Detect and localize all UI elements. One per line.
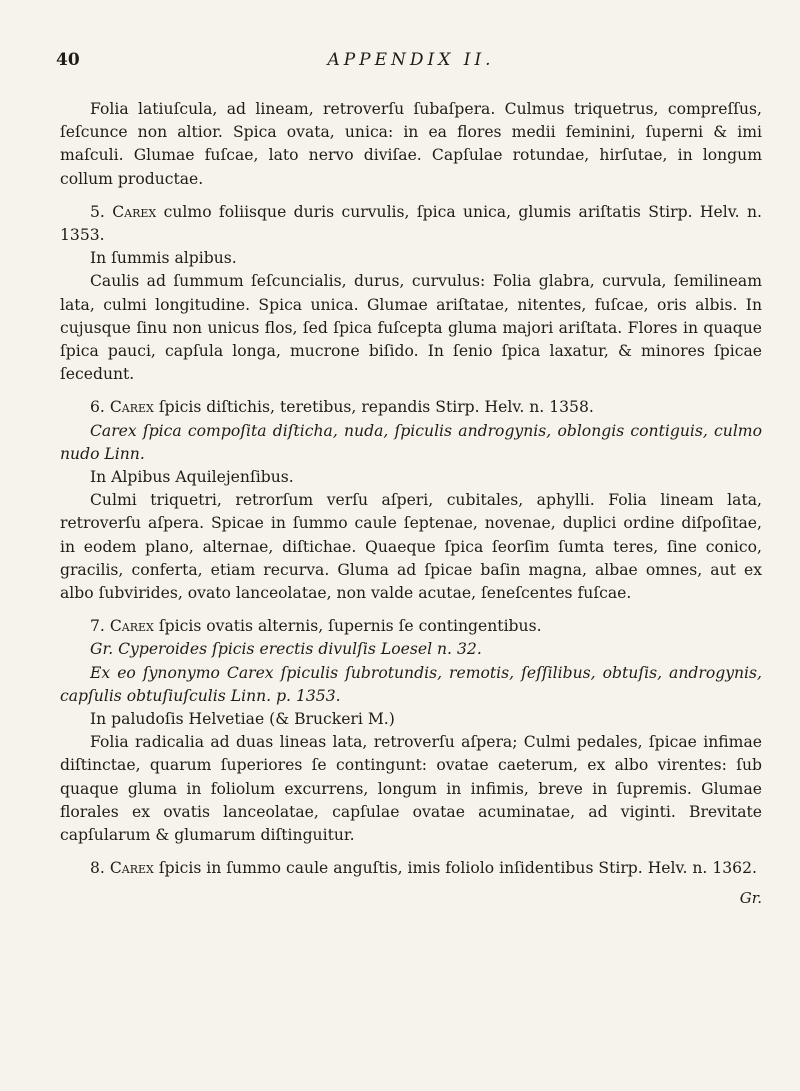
entry-synonym: Carex ſpica compoſita diſticha, nuda, ſpiculis androgynis, oblongis contiguis, culmo nudo Linn. bbox=[60, 421, 762, 463]
entry-number: 8. bbox=[90, 859, 105, 878]
entry-description: Folia radicalia ad duas lineas lata, retroverſu aſpera; Culmi pedales, ſpicae infimae diſtinctae, quarum ſuperiores ſe contingunt: ovatae caeterum, ex albo virentes: ſub quaque gluma in foliolum excurrens, longum in infimis, breve in ſupremis. Glumae florales ex ovatis lanceolatae, capſulae ovatae acuminatae, ad viginti. Brevitate capſularum & glumarum diſtinguitur. bbox=[60, 733, 762, 845]
entry-heading bbox=[60, 615, 762, 638]
entry-locality: In paludoſis Helvetiae (& Bruckeri M.) bbox=[90, 710, 395, 729]
species-entry-8 bbox=[60, 857, 762, 880]
page-number: 40 bbox=[56, 50, 80, 70]
entry-diagnosis: culmo foliisque duris curvulis, ſpica unica, glumis ariſtatis Stirp. Helv. n. 1353. bbox=[60, 202, 762, 245]
entry-diagnosis: ſpicis ovatis alternis, ſupernis ſe contingentibus. bbox=[158, 617, 542, 636]
entry-heading bbox=[60, 396, 762, 419]
entry-heading bbox=[60, 857, 762, 880]
entry-locality: In ſummis alpibus. bbox=[90, 249, 237, 268]
entry-diagnosis: ſpicis diſtichis, teretibus, repandis Stirp. Helv. n. 1358. bbox=[158, 398, 594, 417]
catchword: Gr. bbox=[739, 888, 762, 907]
text-body bbox=[60, 98, 762, 910]
entry-description: Culmi triquetri, retrorſum verſu aſperi, cubitales, aphylli. Folia lineam lata, retroverſu aſpera. Spicae in ſummo caule ſeptenae, novenae, duplici ordine diſpoſitae, in eodem plano, alternae, diſtichae. Quaeque ſpica ſeorſim ſumta teres, ſine conico, gracilis, conferta, etiam recurva. Gluma ad ſpicae baſin magna, albae omnes, aut ex albo ſubvirides, ovato lanceolatae, non valde acutae, ſeneſcentes fuſcae. bbox=[60, 491, 762, 603]
species-entry-7 bbox=[60, 615, 762, 847]
entry-genus: Carex bbox=[109, 617, 154, 636]
entry-genus: Carex bbox=[112, 202, 157, 221]
page-header bbox=[56, 50, 762, 88]
entry-synonym: Gr. Cyperoides ſpicis erectis divulſis Loesel n. 32. bbox=[90, 640, 482, 659]
entry-heading bbox=[60, 201, 762, 247]
entry-number: 6. bbox=[90, 398, 105, 417]
species-entry-5 bbox=[60, 201, 762, 387]
entry-diagnosis: ſpicis in ſummo caule anguſtis, imis foliolo inſidentibus Stirp. Helv. n. 1362. bbox=[158, 859, 757, 878]
entry-synonym: Ex eo ſynonymo Carex ſpiculis ſubrotundis, remotis, ſeſſilibus, obtuſis, androgynis, capſulis obtuſiuſculis Linn. p. 1353. bbox=[60, 663, 762, 705]
entry-number: 5. bbox=[90, 202, 105, 221]
entry-number: 7. bbox=[90, 617, 105, 636]
entry-locality: In Alpibus Aquilejenſibus. bbox=[90, 468, 294, 487]
entry-genus: Carex bbox=[109, 859, 154, 878]
species-entry-6 bbox=[60, 396, 762, 605]
intro-paragraph: Folia latiuſcula, ad lineam, retroverſu ſubaſpera. Culmus triquetrus, compreſſus, ſeſcunce non altior. Spica ovata, unica: in ea flores medii feminini, ſuperni & imi maſculi. Glumae fuſcae, lato nervo diviſae. Capſulae rotundae, hirſutae, in longum collum productae. bbox=[60, 100, 762, 188]
running-head: APPENDIX II. bbox=[327, 50, 495, 70]
entry-genus: Carex bbox=[109, 398, 154, 417]
entry-description: Caulis ad ſummum ſeſcuncialis, durus, curvulus: Folia glabra, curvula, ſemilineam lata, culmi longitudine. Spica unica. Glumae ariſtatae, nitentes, fuſcae, oris albis. In cujusque ſinu non unicus flos, ſed ſpica fuſcepta gluma majori ariſtata. Flores in quaque ſpica pauci, capſula longa, mucrone biſido. In ſenio ſpica laxatur, & minores ſpicae ſecedunt. bbox=[60, 272, 762, 384]
